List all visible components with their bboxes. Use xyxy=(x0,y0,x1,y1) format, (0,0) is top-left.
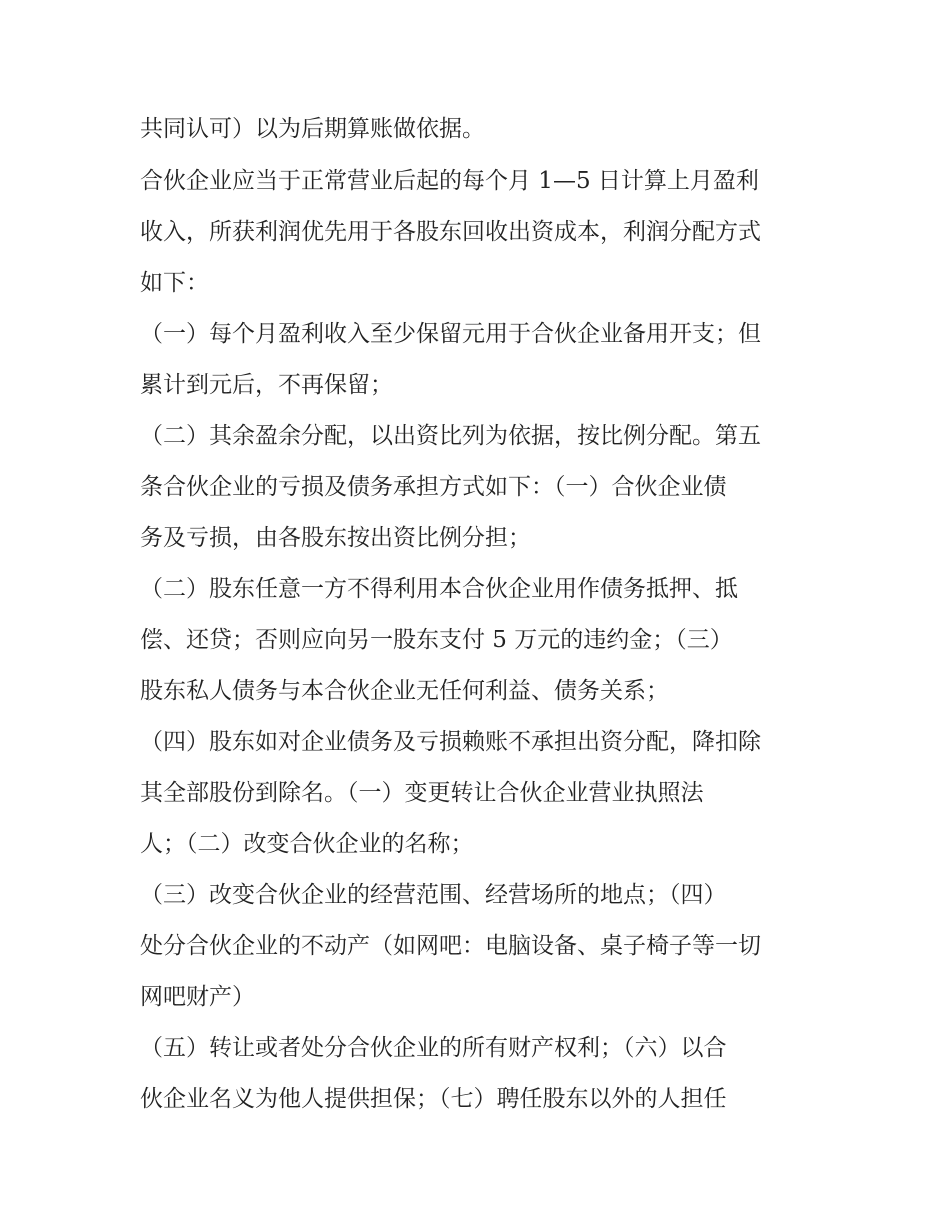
text-line-11: 偿、还贷；否则应向另一股东支付 5 万元的违约金；（三） xyxy=(140,627,733,653)
text-line-20: 伙企业名义为他人提供担保；（七）聘任股东以外的人担任 xyxy=(140,1086,727,1112)
text-line-7: （二）其余盈余分配，以出资比列为依据，按比例分配。第五 xyxy=(140,423,761,449)
text-line-19: （五）转让或者处分合伙企业的所有财产权利；（六）以合 xyxy=(140,1035,727,1061)
text-line-17: 处分合伙企业的不动产（如网吧：电脑设备、桌子椅子等一切 xyxy=(140,933,761,959)
text-line-5: （一）每个月盈利收入至少保留元用于合伙企业备用开支；但 xyxy=(140,321,761,347)
text-line-18: 网吧财产） xyxy=(140,984,255,1010)
text-line-6: 累计到元后，不再保留； xyxy=(140,372,393,398)
text-line-12: 股东私人债务与本合伙企业无任何利益、债务关系； xyxy=(140,678,669,704)
text-line-16: （三）改变合伙企业的经营范围、经营场所的地点；（四） xyxy=(140,882,727,908)
text-line-15: 人；（二）改变合伙企业的名称； xyxy=(140,831,474,857)
text-line-2: 合伙企业应当于正常营业后起的每个月 1—5 日计算上月盈利 xyxy=(140,168,759,194)
text-line-14: 其全部股份到除名。（一）变更转让合伙企业营业执照法 xyxy=(140,780,704,806)
text-line-10: （二）股东任意一方不得利用本合伙企业用作债务抵押、抵 xyxy=(140,576,738,602)
text-line-3: 收入，所获利润优先用于各股东回收出资成本，利润分配方式 xyxy=(140,219,761,245)
text-line-4: 如下： xyxy=(140,270,209,296)
text-line-9: 务及亏损，由各股东按出资比例分担； xyxy=(140,525,531,551)
text-line-1: 共同认可）以为后期算账做依据。 xyxy=(140,116,485,142)
text-line-13: （四）股东如对企业债务及亏损赖账不承担出资分配，降扣除 xyxy=(140,729,761,755)
text-line-8: 条合伙企业的亏损及债务承担方式如下：（一）合伙企业债 xyxy=(140,474,727,500)
